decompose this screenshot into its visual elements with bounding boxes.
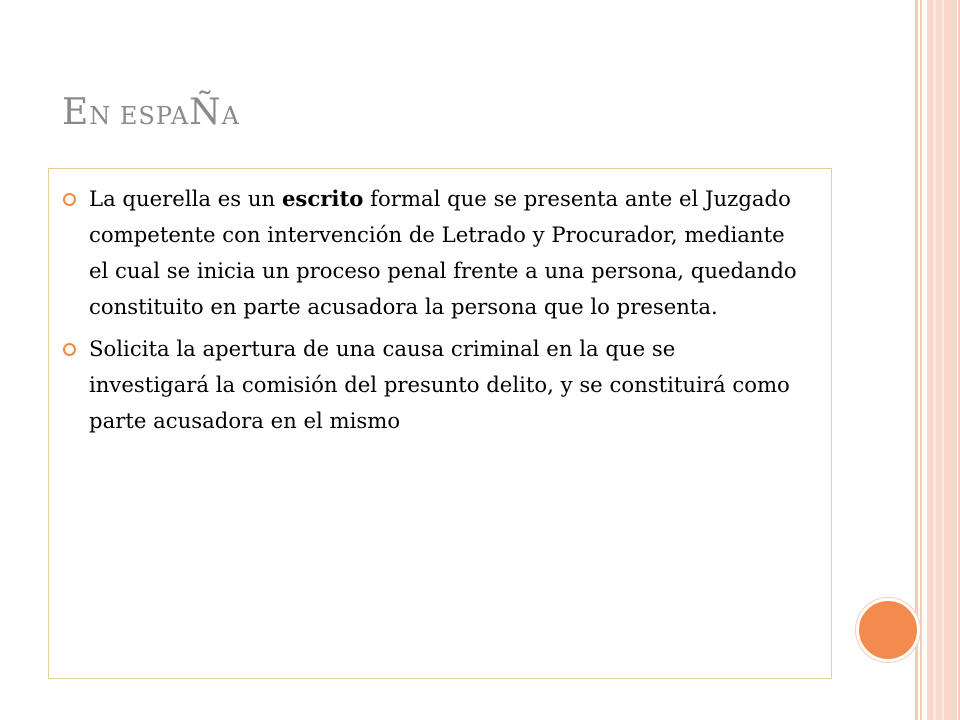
slide-title	[62, 92, 240, 133]
bullet-circle-icon	[63, 193, 76, 206]
bullet-text: formal que se presenta ante el Juzgado competente con intervención de Letrado y Procurador, mediante el cual se inicia un proceso penal frente a una persona, quedando constituito en parte acusadora la persona que lo presenta.	[89, 186, 797, 319]
stripe	[915, 0, 918, 720]
stripe	[920, 0, 922, 720]
bullet-text: Solicita la apertura de una causa criminal en la que se investigará la comisión del presunto delito, y se constituirá como parte acusadora en el mismo	[89, 336, 790, 433]
bullet-item	[63, 181, 798, 325]
bullet-list	[63, 181, 798, 445]
decorative-side-stripes	[915, 0, 960, 720]
bullet-item	[63, 331, 798, 439]
bullet-emphasis: escrito	[281, 186, 364, 211]
stripe	[933, 0, 936, 720]
bullet-text: La querella es un	[89, 186, 282, 211]
content-box	[48, 168, 832, 679]
title-initial: E	[62, 92, 90, 133]
stripe	[942, 0, 944, 720]
bullet-circle-icon	[63, 343, 76, 356]
title-part-tilde: Ñ	[189, 92, 222, 133]
title-part: A	[221, 102, 240, 130]
decorative-orange-circle	[856, 598, 920, 662]
title-part: N ESPA	[89, 102, 190, 130]
